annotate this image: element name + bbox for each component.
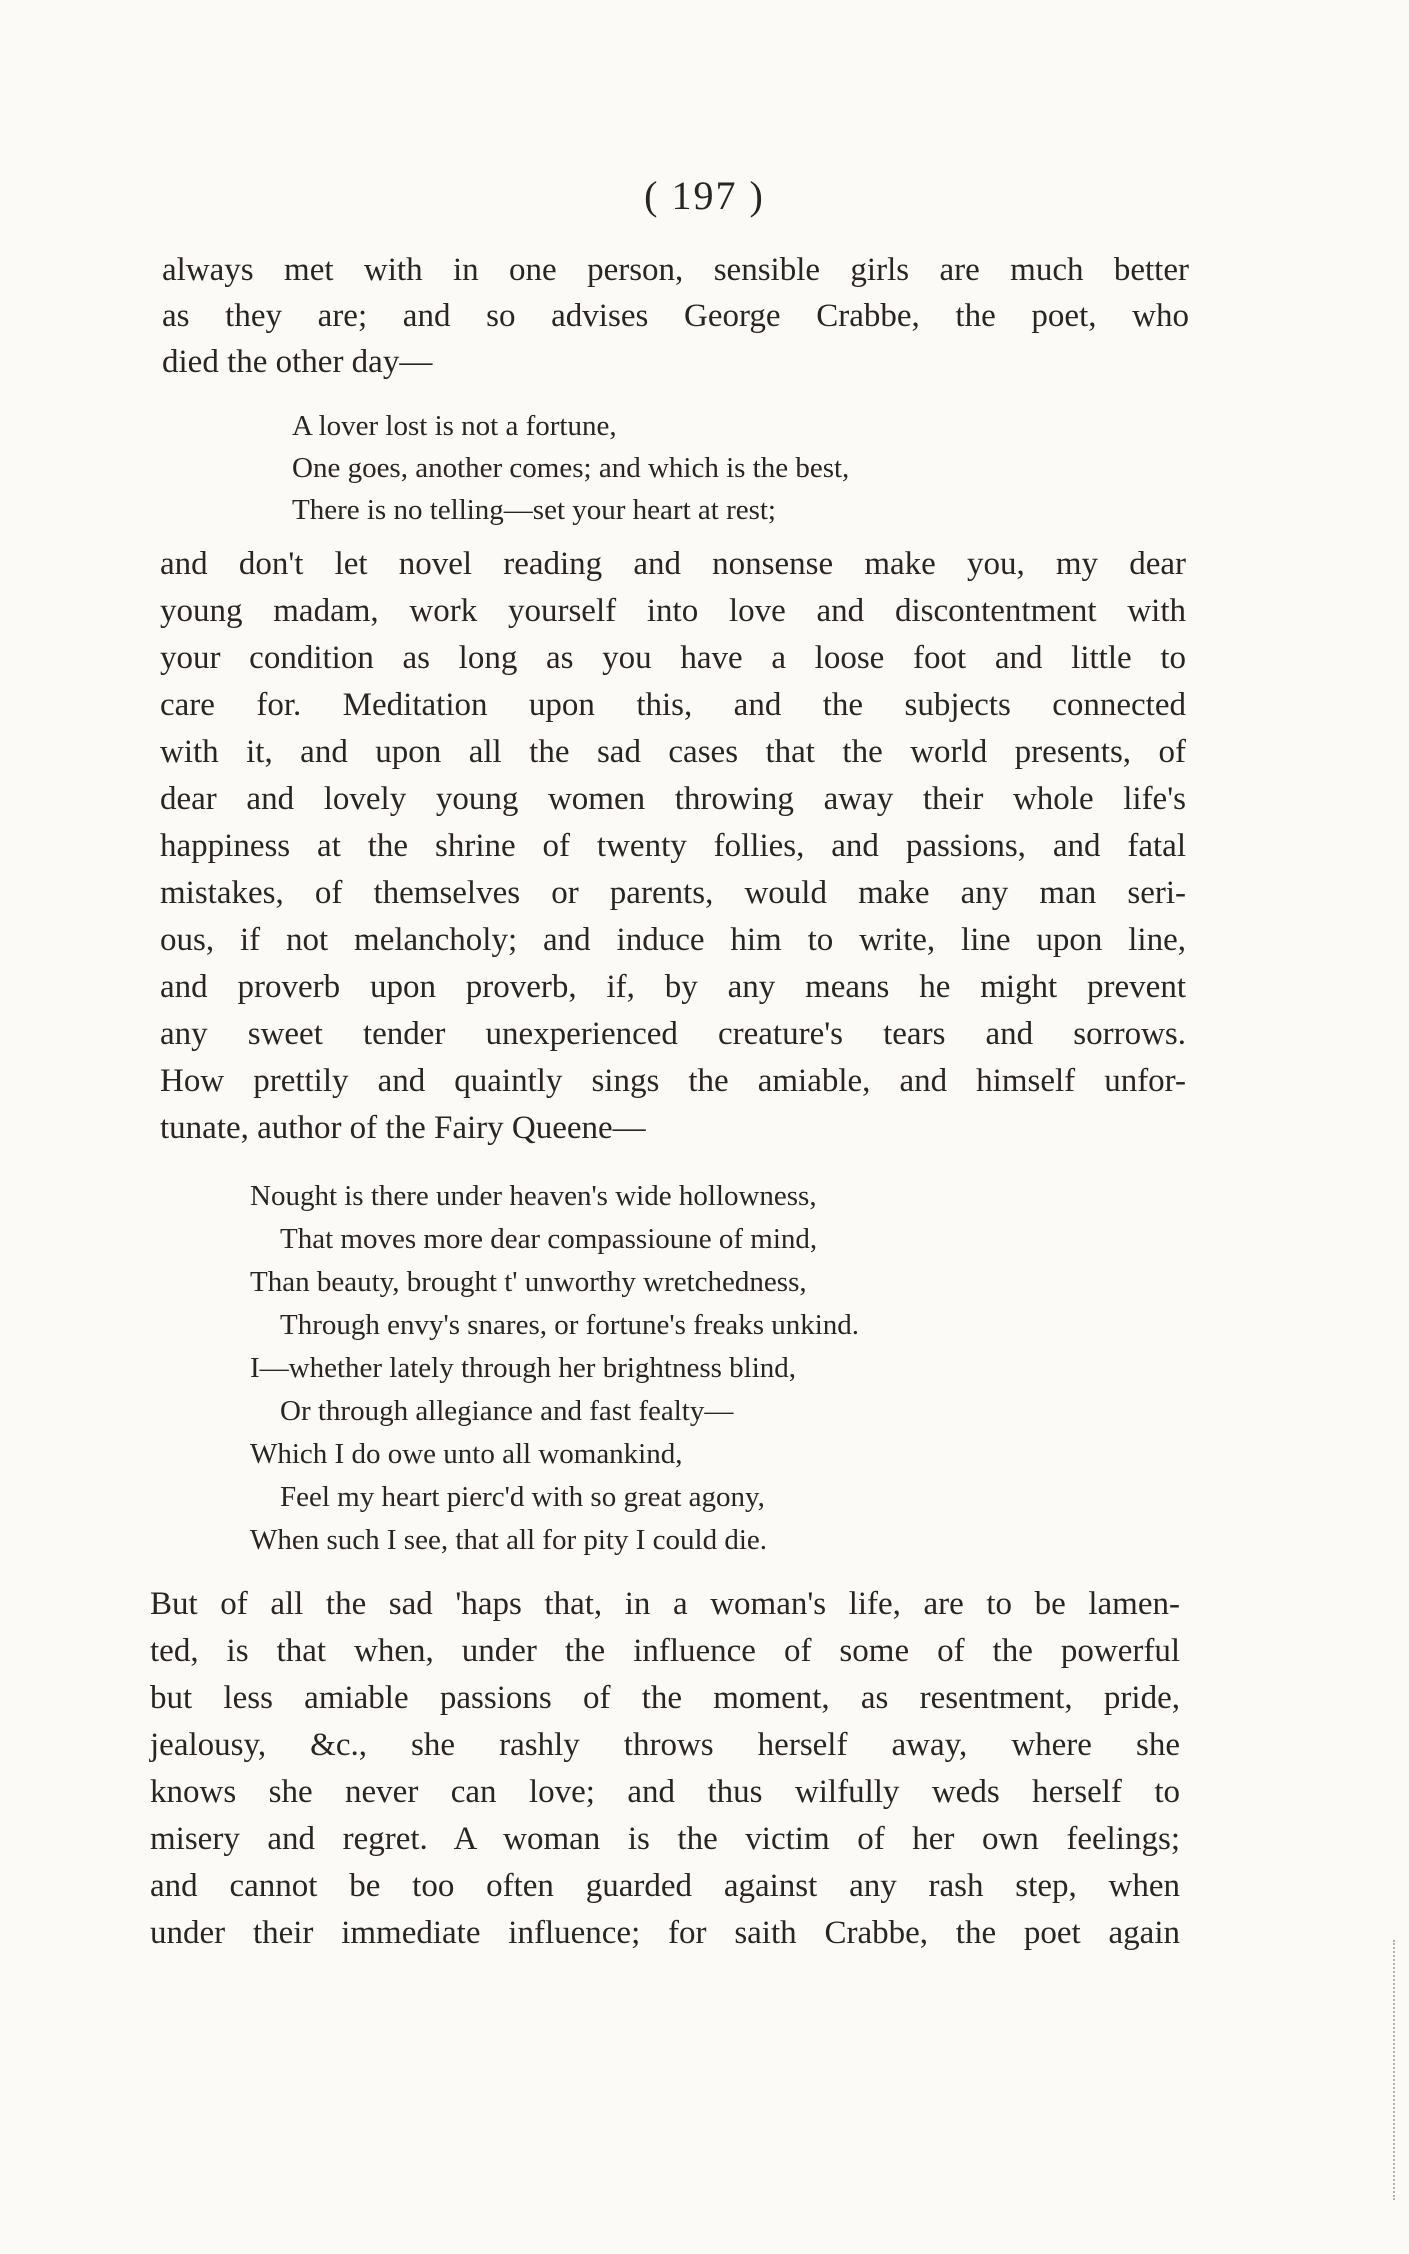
text-line: died the other day— bbox=[162, 344, 433, 380]
verse-line: Nought is there under heaven's wide hollowness, bbox=[250, 1180, 817, 1212]
verse-line: One goes, another comes; and which is the best, bbox=[292, 452, 850, 484]
text-line: happiness at the shrine of twenty follies, and passions, and fatal bbox=[160, 828, 1186, 864]
text-line: care for. Meditation upon this, and the subjects connected bbox=[160, 687, 1186, 723]
verse-line: A lover lost is not a fortune, bbox=[292, 410, 617, 442]
verse-line: That moves more dear compassioune of mind, bbox=[280, 1223, 818, 1255]
text-line: How prettily and quaintly sings the amiable, and himself unfor- bbox=[160, 1063, 1186, 1099]
text-line: as they are; and so advises George Crabbe, the poet, who bbox=[162, 298, 1189, 334]
text-line: mistakes, of themselves or parents, would make any man seri- bbox=[160, 875, 1186, 911]
text-line: dear and lovely young women throwing away their whole life's bbox=[160, 781, 1186, 817]
page-number: ( 197 ) bbox=[644, 173, 765, 218]
verse-line: There is no telling—set your heart at rest; bbox=[292, 494, 776, 526]
text-line: misery and regret. A woman is the victim of her own feelings; bbox=[150, 1821, 1180, 1857]
text-line: knows she never can love; and thus wilfully weds herself to bbox=[150, 1774, 1180, 1810]
verse-line: I—whether lately through her brightness blind, bbox=[250, 1352, 797, 1384]
verse-line: Through envy's snares, or fortune's freaks unkind. bbox=[280, 1309, 860, 1341]
verse-line: When such I see, that all for pity I could die. bbox=[250, 1524, 768, 1556]
text-line: any sweet tender unexperienced creature's tears and sorrows. bbox=[160, 1016, 1186, 1052]
text-line: under their immediate influence; for saith Crabbe, the poet again bbox=[150, 1915, 1180, 1951]
verse-line: Which I do owe unto all womankind, bbox=[250, 1438, 683, 1470]
text-line: ted, is that when, under the influence of some of the powerful bbox=[150, 1633, 1180, 1669]
text-line: and cannot be too often guarded against any rash step, when bbox=[150, 1868, 1180, 1904]
text-line: always met with in one person, sensible girls are much better bbox=[162, 252, 1189, 288]
text-line: and proverb upon proverb, if, by any means he might prevent bbox=[160, 969, 1186, 1005]
text-line: But of all the sad 'haps that, in a woman's life, are to be lamen- bbox=[150, 1586, 1180, 1622]
verse-line: Feel my heart pierc'd with so great agony, bbox=[280, 1481, 765, 1513]
text-line: ous, if not melancholy; and induce him to write, line upon line, bbox=[160, 922, 1186, 958]
text-line: young madam, work yourself into love and discontentment with bbox=[160, 593, 1186, 629]
text-line: but less amiable passions of the moment, as resentment, pride, bbox=[150, 1680, 1180, 1716]
verse-line: Than beauty, brought t' unworthy wretchedness, bbox=[250, 1266, 807, 1298]
verse-line: Or through allegiance and fast fealty— bbox=[280, 1395, 734, 1427]
page-edge-dots bbox=[1391, 1940, 1395, 2200]
text-line: jealousy, &c., she rashly throws herself away, where she bbox=[150, 1727, 1180, 1763]
text-line: and don't let novel reading and nonsense make you, my dear bbox=[160, 546, 1186, 582]
text-line: with it, and upon all the sad cases that the world presents, of bbox=[160, 734, 1186, 770]
text-line: tunate, author of the Fairy Queene— bbox=[160, 1110, 646, 1146]
text-line: your condition as long as you have a loose foot and little to bbox=[160, 640, 1186, 676]
